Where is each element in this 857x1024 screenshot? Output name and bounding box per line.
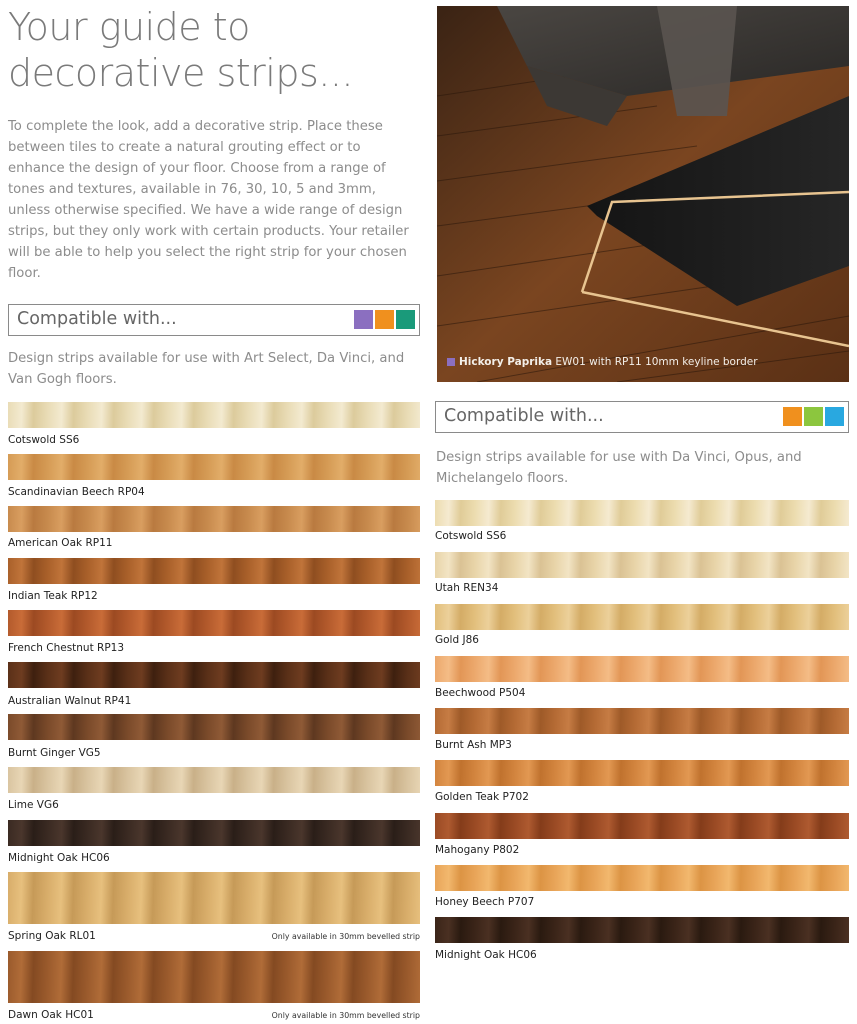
decorative-strip-swatch [8, 402, 420, 428]
strip-name: Spring Oak [8, 930, 70, 942]
strip-code: VG6 [36, 799, 59, 811]
strip-code: P707 [507, 896, 535, 908]
decorative-strip-swatch [8, 558, 420, 584]
strip-label [8, 799, 59, 811]
compatible-box-left [8, 304, 420, 336]
strip-name: Midnight Oak [435, 949, 509, 961]
strip-name: French Chestnut [8, 642, 98, 654]
strip-code: SS6 [486, 530, 507, 542]
strip-label [8, 434, 79, 446]
decorative-strip-swatch [435, 813, 849, 839]
decorative-strip-swatch [435, 708, 849, 734]
caption-detail: EW01 with RP11 10mm keyline border [552, 356, 758, 368]
compatible-label: Compatible with... [444, 406, 604, 426]
strip-name: Dawn Oak [8, 1009, 66, 1021]
strip-code: SS6 [59, 434, 80, 446]
color-swatch [804, 407, 823, 426]
strip-label [435, 634, 479, 646]
strip-label [8, 590, 98, 602]
strip-name: Cotswold [8, 434, 60, 446]
caption-product-name: Hickory Paprika [459, 356, 553, 368]
decorative-strip-swatch [8, 872, 420, 924]
color-swatch [396, 310, 415, 329]
color-swatch [375, 310, 394, 329]
strip-name: Honey Beech [435, 896, 508, 908]
strip-name: Utah [435, 582, 464, 594]
strip-code: RP04 [117, 486, 145, 498]
strip-label [435, 791, 529, 803]
decorative-strip-swatch [8, 767, 420, 793]
strip-label [435, 739, 512, 751]
purple-square-icon [447, 358, 455, 366]
strip-label [8, 695, 131, 707]
strip-code: J86 [462, 634, 479, 646]
strip-name: Golden Teak [435, 791, 503, 803]
decorative-strip-swatch [8, 951, 420, 1003]
strip-label [435, 949, 537, 961]
decorative-strip-swatch [435, 656, 849, 682]
decorative-strip-swatch [435, 500, 849, 526]
strip-name: Burnt Ginger [8, 747, 79, 759]
strip-label [8, 930, 96, 942]
strip-code: P802 [492, 844, 520, 856]
compatible-label: Compatible with... [17, 309, 177, 329]
decorative-strip-swatch [8, 506, 420, 532]
strip-label [435, 896, 534, 908]
page-title [8, 4, 428, 96]
decorative-strip-swatch [435, 552, 849, 578]
strip-name: Burnt Ash [435, 739, 490, 751]
color-swatch [783, 407, 802, 426]
strip-code: HC01 [65, 1009, 94, 1021]
strip-code: P504 [499, 687, 526, 699]
strip-code: HC06 [81, 852, 110, 864]
strip-label [435, 844, 519, 856]
strip-label [8, 486, 145, 498]
decorative-strip-swatch [435, 865, 849, 891]
floor-room-image [437, 6, 849, 382]
strip-name: Indian Teak [8, 590, 71, 602]
color-swatch [825, 407, 844, 426]
compatible-swatches [783, 407, 844, 426]
strip-code: MP3 [489, 739, 512, 751]
strip-code: RL01 [69, 930, 96, 942]
compatible-description-left: Design strips available for use with Art Select, Da Vinci, and Van Gogh floors. [8, 351, 405, 387]
strip-code: RP11 [85, 537, 113, 549]
strip-name: Mahogany [435, 844, 493, 856]
strip-name: Australian Walnut [8, 695, 105, 707]
decorative-strip-swatch [435, 917, 849, 943]
strip-label [8, 747, 101, 759]
strip-label [435, 530, 506, 542]
strip-availability-note: Only available in 30mm bevelled strip [271, 1011, 420, 1020]
decorative-strip-swatch [8, 662, 420, 688]
decorative-strip-swatch [8, 714, 420, 740]
compatible-description-right: Design strips available for use with Da Vinci, Opus, and Michelangelo floors. [436, 450, 802, 486]
strip-label [8, 537, 112, 549]
strip-code: RP13 [97, 642, 125, 654]
intro-paragraph: To complete the look, add a decorative strip. Place these between tiles to create a natural grouting effect or to enhance the design of your floor. Choose from a range of tones and textures, available in 76, 30, 10, 5 and 3mm, unless otherwise specified. We have a wide range of design strips, but they only work with certain products. Your retailer will be able to help you select the right strip for your chosen floor. [8, 119, 409, 281]
page-title-line2: decorative strips... [8, 51, 353, 95]
decorative-strip-swatch [8, 610, 420, 636]
photo-caption [447, 356, 758, 368]
decorative-strip-swatch [8, 454, 420, 480]
strip-availability-note: Only available in 30mm bevelled strip [271, 932, 420, 941]
decorative-strip-swatch [435, 760, 849, 786]
compatible-box-right [435, 401, 849, 433]
decorative-strip-swatch [8, 820, 420, 846]
strip-code: P702 [502, 791, 529, 803]
strip-label [435, 687, 525, 699]
strip-name: American Oak [8, 537, 86, 549]
strip-name: Midnight Oak [8, 852, 82, 864]
strip-name: Lime [8, 799, 37, 811]
compatible-swatches [354, 310, 415, 329]
strip-code: RP12 [70, 590, 98, 602]
strip-code: HC06 [508, 949, 537, 961]
page-title-line1: Your guide to [8, 5, 250, 49]
strip-label [8, 1009, 94, 1021]
hero-photo [437, 6, 849, 382]
strip-name: Cotswold [435, 530, 487, 542]
strip-code: VG5 [78, 747, 101, 759]
color-swatch [354, 310, 373, 329]
strip-label [435, 582, 498, 594]
strip-label [8, 852, 110, 864]
strip-name: Gold [435, 634, 463, 646]
strip-name: Scandinavian Beech [8, 486, 118, 498]
strip-code: RP41 [104, 695, 132, 707]
strip-label [8, 642, 124, 654]
strip-code: REN34 [463, 582, 499, 594]
strip-name: Beechwood [435, 687, 499, 699]
decorative-strip-swatch [435, 604, 849, 630]
